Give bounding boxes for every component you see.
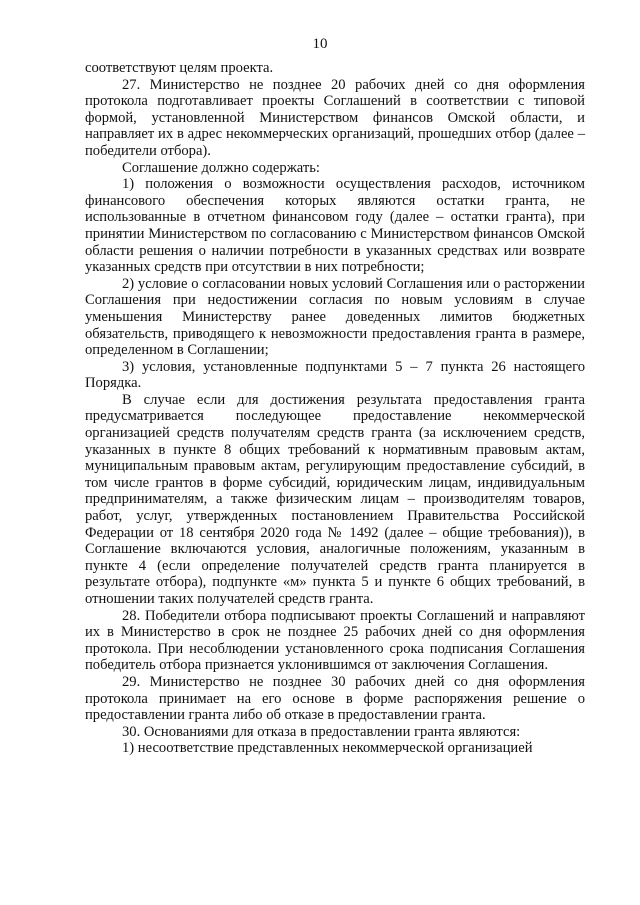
paragraph-subitem-1: 1) положения о возможности осуществления расходов, источником финансового обеспечения которых являются остатки гранта, не использованные в отчетном финансовом году (далее – остатки гранта), при принятии Министерством по согласованию с Министерством финансов Омской области решения о наличии потребности в указанных средствах или возврате указанных средств при отсутствии в них потребности; (85, 176, 585, 276)
paragraph-subitem-2: 2) условие о согласовании новых условий Соглашения или о расторжении Соглашения при недостижении согласия по новым условиям в случае уменьшения Министерству ранее доведенных лимитов бюджетных обязательств, приводящего к невозможности предоставления гранта в размере, определенном в Соглашении; (85, 275, 585, 359)
paragraph-item-29: 29. Министерство не позднее 30 рабочих дней со дня оформления протокола принимает на его основе в форме распоряжения решение о предоставлении гранта либо об отказе в предоставлении гранта. (85, 673, 585, 724)
paragraph-item-30: 30. Основаниями для отказа в предоставлении гранта являются: (122, 723, 521, 740)
paragraph-item-28: 28. Победители отбора подписывают проекты Соглашений и направляют их в Министерство в срок не позднее 25 рабочих дней со дня оформления протокола. При несоблюдении установленного срока подписания Соглашения победитель отбора признается уклонившимся от заключения Соглашения. (85, 607, 585, 674)
paragraph-refusal-subitem-1: 1) несоответствие представленных некоммерческой организацией (122, 740, 533, 757)
paragraph-grant-recipients: В случае если для достижения результата предоставления гранта предусматривается последующее предоставление некоммерческой организацией средств получателям средств гранта (за исключением средств, указанных в пункте 8 общих требований к нормативным правовым актам, муниципальным правовым актам, регулирующим предоставление субсидий, в том числе грантов в форме субсидий, юридическим лицам, индивидуальным предпринимателям, а также физическим лицам – производителям товаров, работ, услуг, утвержденных постановлением Правительства Российской Федерации от 18 сентября 2020 года № 1492 (далее – общие требования)), в Соглашение включаются условия, аналогичные положениям, указанным в пункте 4 (если определение получателей средств гранта планируется в результате отбора), подпункте «м» пункта 5 и пункте 6 общих требований, в отношении таких получателей средств гранта. (85, 391, 585, 607)
paragraph-continuation: соответствуют целям проекта. (85, 60, 274, 76)
paragraph-agreement-intro: Соглашение должно содержать: (122, 159, 320, 176)
page-number: 10 (312, 36, 328, 52)
paragraph-subitem-3: 3) условия, установленные подпунктами 5 – 7 пункта 26 настоящего Порядка. (85, 358, 585, 392)
paragraph-item-27: 27. Министерство не позднее 20 рабочих дней со дня оформления протокола подготавливает проекты Соглашений в соответствии с типовой формой, установленной Министерством финансов Омской области, и направляет их в адрес некоммерческих организаций, прошедших отбор (далее – победители отбора). (85, 76, 585, 159)
document-body (85, 60, 585, 757)
